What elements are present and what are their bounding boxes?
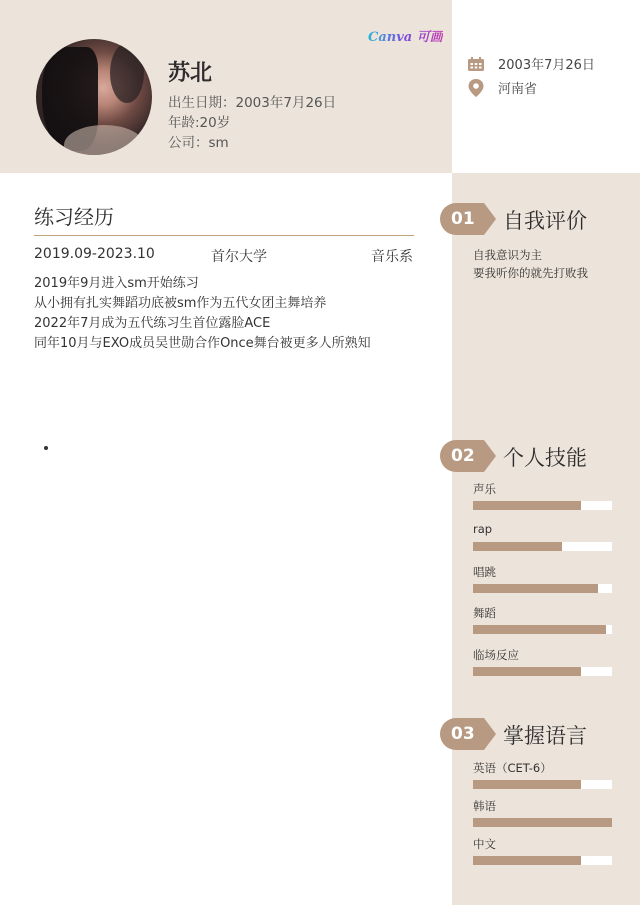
company-line: 公司：sm: [168, 135, 229, 151]
birth-date-line: 出生日期：2003年7月26日: [168, 95, 337, 111]
skill-bar-fill: [473, 542, 562, 551]
section-number-02: 02: [451, 446, 475, 466]
location-pin-icon: [468, 79, 484, 97]
avatar: [36, 39, 152, 155]
section-number-03: 03: [451, 724, 475, 744]
section-number-01: 01: [451, 209, 475, 229]
skill-bar: [473, 584, 612, 593]
language-bar: [473, 856, 612, 865]
language-label: 英语（CET-6）: [473, 761, 552, 775]
skill-bar-fill: [473, 625, 606, 634]
skill-bar-fill: [473, 584, 598, 593]
experience-line: 同年10月与EXO成员吴世勋合作Once舞台被更多人所熟知: [34, 336, 371, 351]
age-line: 年龄:20岁: [168, 115, 231, 131]
contact-location-row: [468, 78, 537, 97]
language-bar: [473, 780, 612, 789]
section-divider: [34, 235, 414, 236]
calendar-icon: [468, 57, 484, 71]
experience-title: 练习经历: [34, 205, 114, 229]
experience-line: 2022年7月成为五代练习生首位露脸ACE: [34, 316, 271, 331]
experience-line: 从小拥有扎实舞蹈功底被sm作为五代女团主舞培养: [34, 296, 327, 311]
skill-bar-fill: [473, 501, 581, 510]
skill-bar-fill: [473, 667, 581, 676]
languages-title: 掌握语言: [503, 724, 587, 748]
sidebar-panel: [452, 173, 640, 905]
language-label: 中文: [473, 837, 496, 851]
experience-school: 首尔大学: [211, 249, 267, 265]
language-bar: [473, 818, 612, 827]
experience-period: 2019.09-2023.10: [34, 246, 155, 262]
canva-logo: Canva 可画: [368, 26, 443, 45]
contact-date: 2003年7月26日: [498, 58, 595, 73]
skills-title: 个人技能: [503, 446, 587, 470]
skill-label: 唱跳: [473, 565, 496, 579]
skill-label: 舞蹈: [473, 606, 496, 620]
profile-name: 苏北: [168, 61, 213, 86]
experience-line: 2019年9月进入sm开始练习: [34, 276, 199, 291]
self-eval-line: 自我意识为主: [473, 248, 542, 262]
language-bar-fill: [473, 856, 581, 865]
skill-bar: [473, 625, 612, 634]
skill-bar: [473, 667, 612, 676]
self-eval-title: 自我评价: [503, 209, 587, 233]
contact-location: 河南省: [498, 82, 538, 97]
language-label: 韩语: [473, 799, 496, 813]
skill-label: rap: [473, 522, 493, 536]
experience-major: 音乐系: [371, 249, 413, 265]
self-eval-line: 要我听你的就先打败我: [473, 266, 588, 280]
skill-bar: [473, 542, 612, 551]
skill-label: 临场反应: [473, 648, 519, 662]
skill-label: 声乐: [473, 482, 496, 496]
skill-bar: [473, 501, 612, 510]
bullet-dot: [44, 446, 48, 450]
contact-date-row: [468, 54, 595, 73]
language-bar-fill: [473, 818, 612, 827]
language-bar-fill: [473, 780, 581, 789]
